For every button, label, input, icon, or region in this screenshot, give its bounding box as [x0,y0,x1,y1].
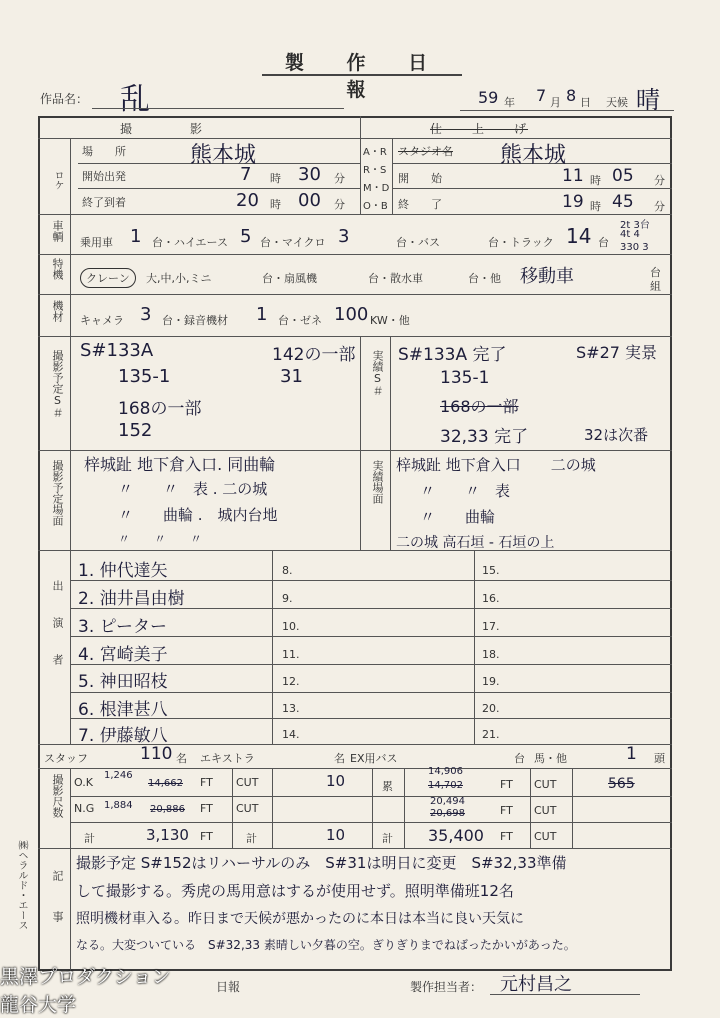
rule [38,214,672,215]
start-hour: 7 [240,164,252,185]
rule [38,848,672,849]
date-year: 59 [478,88,499,107]
date-underline [460,110,674,111]
finish-start-min: 05 [612,166,634,186]
date-year-unit: 年 [504,96,515,109]
rule [360,336,361,550]
camera-label: キャメラ [80,314,124,327]
hiace-label: 台・ハイエース [152,236,229,249]
cum-1-struck: 14,702 [428,780,463,791]
rule [38,138,672,139]
total-label: 計 [84,832,95,845]
truck-note-1: 2t 3台 [620,220,650,231]
rule [392,188,672,189]
rule [70,822,672,823]
cast-7: 7. 伊藤敏八 [78,726,168,746]
date-month-unit: 月 [550,96,561,109]
rule [272,550,273,744]
ok-struck: 14,662 [148,778,183,789]
cast-14: 14. [282,728,300,741]
rule [70,692,672,693]
location-plan-1: 梓城趾 地下倉入口. 同曲輪 [84,455,276,474]
total-cut-sep: 計 [246,832,257,845]
start-min: 30 [298,164,321,185]
cum-total-ft: FT [500,830,513,843]
cast-17: 17. [482,620,500,633]
rule [474,550,475,744]
audio-label: 台・録音機材 [162,314,228,327]
scene-actual-1: S#133A 完了 [398,345,507,365]
total-cut-value: 10 [326,826,346,844]
rule [404,768,405,848]
cast-13: 13. [282,702,300,715]
audio-count: 1 [256,304,268,325]
cum-label: 累 [382,780,393,793]
rule [38,336,672,337]
kumi-label: 組 [650,280,661,293]
truck-note-2: 4t 4 [620,229,640,240]
scene-plan-label: 撮影予定S＃ [51,350,64,418]
micro-label: 台・マイクロ [260,236,326,249]
cum-cut-2: CUT [534,804,557,817]
rule [38,450,672,451]
rule [70,550,71,744]
rule [70,848,71,971]
studio-value: 熊本城 [500,143,567,168]
page-title: 製 作 日 報 [284,52,446,101]
date-day: 8 [566,86,577,105]
cum-2-struck: 20,698 [430,808,465,819]
hiace-count: 5 [240,226,252,247]
location-actual-3: 〃 曲輪 [420,508,496,526]
producer-label: 製作担当者： [410,980,483,994]
start-min-unit: 分 [334,172,345,185]
location-actual-2: 〃 〃 表 [420,482,511,500]
location-plan-label: 撮影予定場面 [51,460,64,526]
cum-cut-1: CUT [534,778,557,791]
finish-start-label: 開 始 [398,172,442,185]
code-ar: A・R [363,147,387,158]
rule [392,138,393,214]
cast-8: 8. [282,564,293,577]
loke-label: ロケ [52,170,63,190]
staff-count: 110 [140,744,173,764]
total-value: 3,130 [146,826,189,844]
cast-15: 15. [482,564,500,577]
crane-sizes: 大,中,小,ミニ [146,272,212,285]
micro-count: 3 [338,226,350,247]
cast-1: 1. 仲代達矢 [78,561,168,581]
finish-end-min-unit: 分 [654,200,665,213]
horse-label: 馬・他 [534,752,567,765]
scene-plan-1: S#133A [80,340,154,361]
ok-ft: FT [200,776,213,789]
finish-end-min: 45 [612,192,634,212]
rule [70,768,71,848]
title-underline [262,74,462,76]
ng-value: 1,884 [104,800,133,811]
company-side-label: ㈱ヘラルド・エース [16,840,27,930]
end-hour: 20 [236,190,259,211]
gen-label: 台・ゼネ [278,314,322,327]
watermark-1: 黒澤プロダクション [0,966,171,988]
horse-count: 1 [626,744,637,764]
extra-label: エキストラ [200,752,255,765]
finish-end-hour-unit: 時 [590,200,601,213]
rule [530,768,531,848]
report-label: 日報 [216,980,241,994]
horse-unit: 頭 [654,752,665,765]
ng-struck: 20,886 [150,804,185,815]
staff-label: スタッフ [44,752,88,765]
scene-actual-3: 168の一部 [440,397,519,416]
cast-2: 2. 油井昌由樹 [78,589,185,609]
notes-label: 記事 [51,870,64,952]
end-hour-unit: 時 [270,198,281,211]
scene-actual-label: 実績S＃ [371,350,384,396]
rule [38,294,672,295]
cast-20: 20. [482,702,500,715]
gen-unit: KW・他 [370,314,410,327]
cast-9: 9. [282,592,293,605]
producer-value: 元村昌之 [500,974,572,995]
cum-total-cut: CUT [534,830,557,843]
scene-plan-right-1: 142の一部 [272,345,356,365]
extra-unit: 名 [334,752,345,765]
cast-label: 出演者 [51,580,64,691]
weather-value: 晴 [636,86,660,114]
rule [38,768,672,769]
truck-label: 台・トラック [488,236,554,249]
note-line-3: 照明機材車入る。昨日まで天候が悪かったのに本日は本当に良い天気に [76,911,524,927]
end-label: 終了到着 [82,196,126,209]
cast-11: 11. [282,648,300,661]
studio-label: スタジオ名 [398,145,453,158]
work-value: 乱 [120,82,150,117]
scene-actual-4: 32,33 完了 [440,427,529,447]
code-md: M・D [363,183,390,194]
end-min: 00 [298,190,321,211]
work-underline [92,108,344,109]
cum-cut-value: 565 [608,776,635,792]
rule [70,138,71,214]
sedan-count: 1 [130,226,142,247]
finish-start-min-unit: 分 [654,174,665,187]
rule [38,550,672,551]
note-line-4: なる。大変ついている S#32,33 素晴しい夕暮の空。ぎりぎりまでねばったかいがあった。 [76,938,576,952]
truck-unit: 台 [598,236,609,249]
ng-ft: FT [200,802,213,815]
scene-actual-right-1: S#27 実景 [576,343,658,362]
ok-label: O.K [74,776,93,789]
special-unit: 台 [650,266,661,279]
rule [360,116,361,214]
scene-plan-right-2: 31 [280,366,303,387]
special-label: 特機 [51,258,64,280]
total-ft: FT [200,830,213,843]
watermark-2: 龍谷大学 [0,994,77,1016]
finishing-heading: 仕 上 げ [430,122,529,136]
scene-plan-4: 152 [118,420,153,441]
rule [38,254,672,255]
location-plan-2: 〃 〃 表 . 二の城 [118,480,268,498]
vehicles-label: 車輌 [51,220,64,242]
rule [78,188,360,189]
staff-unit: 名 [176,752,187,765]
scene-actual-right-2: 32は次番 [584,426,649,444]
ok-cut-value: 10 [326,772,346,790]
cast-6: 6. 根津甚八 [78,700,168,720]
sedan-label: 乗用車 [80,236,113,249]
cast-18: 18. [482,648,500,661]
ok-value: 1,246 [104,770,133,781]
fan-label: 台・扇風機 [262,272,317,285]
start-hour-unit: 時 [270,172,281,185]
ng-cut-label: CUT [236,802,259,815]
rule [70,214,71,336]
footage-label: 撮影尺数 [51,774,64,818]
date-day-unit: 日 [580,96,591,109]
rule [572,768,573,848]
location-actual-1: 梓城趾 地下倉入口 二の城 [396,456,596,474]
cast-12: 12. [282,675,300,688]
other-value: 移動車 [520,266,574,287]
finish-start-hour-unit: 時 [590,174,601,187]
sprinkler-label: 台・散水車 [368,272,423,285]
cast-10: 10. [282,620,300,633]
place-label: 場 所 [82,145,126,158]
location-actual-label: 実績場面 [371,460,384,504]
start-label: 開始出発 [82,170,126,183]
code-ob: O・B [363,201,388,212]
rule [372,768,373,848]
rule [232,768,233,848]
cast-19: 19. [482,675,500,688]
scene-plan-3: 168の一部 [118,399,202,419]
cum-total-value: 35,400 [428,826,484,845]
cum-total-label: 計 [382,832,393,845]
cast-16: 16. [482,592,500,605]
place-value: 熊本城 [190,143,257,168]
truck-count: 14 [566,224,592,248]
note-line-1: 撮影予定 S#152はリハーサルのみ S#31は明日に変更 S#32,33準備 [76,854,567,872]
equipment-label: 機材 [51,300,64,322]
other-label: 台・他 [468,272,501,285]
code-rs: R・S [363,165,387,176]
cum-1: 14,906 [428,766,463,777]
cast-21: 21. [482,728,500,741]
shooting-heading: 撮 影 [120,122,205,136]
ok-cut-label: CUT [236,776,259,789]
ng-label: N.G [74,802,95,815]
producer-underline [490,994,640,995]
cast-3: 3. ピーター [78,617,167,637]
crane-label: クレーン [80,268,136,288]
scene-plan-2: 135-1 [118,366,171,387]
work-label: 作品名： [40,92,89,106]
weather-label: 天候 [606,96,628,109]
scene-actual-2: 135-1 [440,368,490,388]
gen-value: 100 [334,304,369,325]
rule [272,768,273,848]
location-plan-3: 〃 曲輪 . 城内台地 [118,506,278,524]
ex-bus-unit: 台 [514,752,525,765]
location-plan-4: 〃 〃 〃 [118,532,203,546]
rule [70,796,672,797]
ex-bus-label: EX用バス [350,752,398,765]
note-line-2: して撮影する。秀虎の馬用意はするが使用せず。照明準備班12名 [76,882,514,900]
location-actual-4: 二の城 高石垣 - 石垣の上 [396,535,555,551]
cast-4: 4. 宮崎美子 [78,645,168,665]
bus-label: 台・バス [396,236,440,249]
truck-note-3: 330 3 [620,242,649,253]
finish-end-label: 終 了 [398,198,442,211]
cum-2: 20,494 [430,796,465,807]
camera-count: 3 [140,304,152,325]
finish-start-hour: 11 [562,166,584,186]
date-month: 7 [536,86,547,105]
cum-ft-1: FT [500,778,513,791]
cum-ft-2: FT [500,804,513,817]
rule [390,336,391,550]
cast-5: 5. 神田昭枝 [78,672,168,692]
end-min-unit: 分 [334,198,345,211]
rule [70,336,71,550]
finish-end-hour: 19 [562,192,584,212]
